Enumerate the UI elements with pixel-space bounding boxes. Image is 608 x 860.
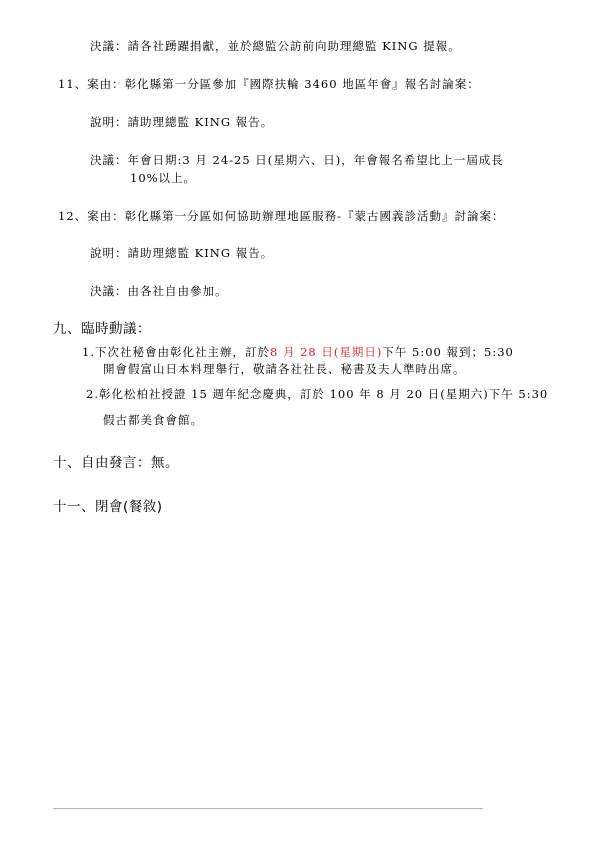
- motion-1-date: 8 月 28 日(星期日): [269, 345, 383, 359]
- motion-1-cont: 開會假富山日本料理舉行，敬請各社社長、秘書及夫人準時出席。: [103, 362, 466, 376]
- item-11-resolution-cont: 10%以上。: [130, 171, 197, 185]
- footer-divider: [53, 808, 483, 809]
- section-9-heading: 九、臨時動議：: [53, 321, 151, 337]
- motion-1-text: 1.下次社秘會由彰化社主辦，訂於: [82, 345, 270, 359]
- motion-1: [82, 344, 514, 360]
- item-11-explanation: 說明：請助理總監 KING 報告。: [90, 115, 274, 129]
- section-11-heading: 十一、閉會(餐敘): [53, 499, 163, 515]
- section-10-heading: 十、自由發言：無。: [53, 455, 179, 471]
- motion-1-time: 下午 5:00 報到；5:30: [382, 345, 514, 359]
- item-12-case: 12、案由：彰化縣第一分區如何協助辦理地區服務-『蒙古國義診活動』討論案：: [58, 209, 505, 223]
- item-12-resolution: 決議：由各社自由參加。: [90, 284, 228, 298]
- item-12-explanation: 說明：請助理總監 KING 報告。: [90, 246, 274, 260]
- item-11-case: 11、案由：彰化縣第一分區參加『國際扶輪 3460 地區年會』報名討論案：: [58, 77, 480, 91]
- resolution-donation: 決議：請各社踴躍捐獻，並於總監公訪前向助理總監 KING 提報。: [90, 39, 461, 53]
- motion-2-cont: 假古都美食會館。: [103, 413, 203, 427]
- item-11-resolution: 決議：年會日期:3 月 24-25 日(星期六、日)，年會報名希望比上一屆成長: [90, 153, 504, 167]
- motion-2: 2.彰化松柏社授證 15 週年紀念慶典，訂於 100 年 8 月 20 日(星期六)下午 5:30: [86, 387, 549, 401]
